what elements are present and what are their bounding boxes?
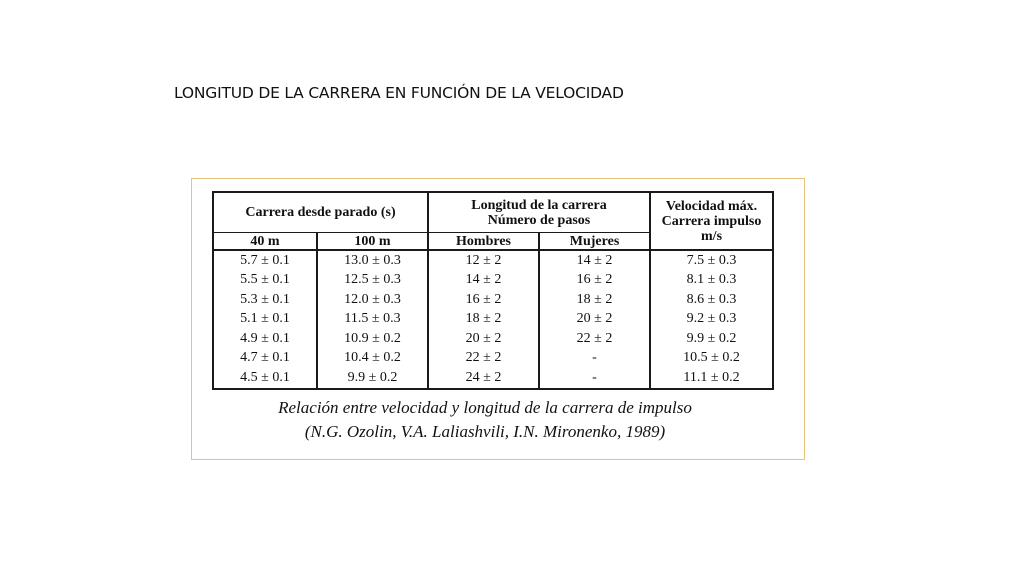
table-row [213, 368, 773, 389]
cell-40m: 4.9 ± 0.1 [213, 329, 317, 349]
header-stride-length-line1: Longitud de la carrera [471, 197, 607, 213]
cell-100m: 12.0 ± 0.3 [317, 290, 428, 310]
header-stride-length-line2: Número de pasos [487, 212, 591, 228]
cell-40m: 5.5 ± 0.1 [213, 271, 317, 291]
table-row [213, 271, 773, 291]
cell-40m: 4.5 ± 0.1 [213, 368, 317, 389]
slide-title: LONGITUD DE LA CARRERA EN FUNCIÓN DE LA VELOCIDAD [174, 84, 624, 102]
cell-speed: 9.2 ± 0.3 [650, 310, 773, 330]
cell-women: 22 ± 2 [539, 329, 650, 349]
subheader-women: Mujeres [539, 233, 650, 251]
cell-40m: 4.7 ± 0.1 [213, 349, 317, 369]
cell-men: 20 ± 2 [428, 329, 539, 349]
table-row [213, 310, 773, 330]
cell-100m: 10.9 ± 0.2 [317, 329, 428, 349]
header-standing-start [213, 192, 428, 233]
header-max-speed-line1: Velocidad máx. [665, 198, 758, 214]
cell-40m: 5.1 ± 0.1 [213, 310, 317, 330]
cell-100m: 11.5 ± 0.3 [317, 310, 428, 330]
cell-men: 22 ± 2 [428, 349, 539, 369]
cell-40m: 5.7 ± 0.1 [213, 250, 317, 271]
scanned-table-figure [191, 178, 805, 460]
figure-caption-line1: Relación entre velocidad y longitud de la carrera de impulso [278, 398, 692, 417]
table-row [213, 329, 773, 349]
cell-40m: 5.3 ± 0.1 [213, 290, 317, 310]
speed-stride-table [212, 191, 774, 390]
cell-speed: 10.5 ± 0.2 [650, 349, 773, 369]
table-row [213, 349, 773, 369]
cell-speed: 11.1 ± 0.2 [650, 368, 773, 389]
cell-100m: 10.4 ± 0.2 [317, 349, 428, 369]
subheader-men: Hombres [428, 233, 539, 251]
cell-speed: 8.6 ± 0.3 [650, 290, 773, 310]
cell-speed: 9.9 ± 0.2 [650, 329, 773, 349]
header-standing-start-label: Carrera desde parado (s) [245, 205, 396, 220]
cell-speed: 8.1 ± 0.3 [650, 271, 773, 291]
cell-100m: 12.5 ± 0.3 [317, 271, 428, 291]
cell-speed: 7.5 ± 0.3 [650, 250, 773, 271]
cell-100m: 13.0 ± 0.3 [317, 250, 428, 271]
cell-women: 18 ± 2 [539, 290, 650, 310]
table-row [213, 250, 773, 271]
cell-men: 14 ± 2 [428, 271, 539, 291]
cell-women: - [539, 368, 650, 389]
cell-women: 14 ± 2 [539, 250, 650, 271]
header-max-speed [650, 192, 773, 250]
cell-men: 18 ± 2 [428, 310, 539, 330]
cell-women: 20 ± 2 [539, 310, 650, 330]
header-stride-length [428, 192, 650, 233]
cell-men: 12 ± 2 [428, 250, 539, 271]
subheader-40m: 40 m [213, 233, 317, 251]
cell-100m: 9.9 ± 0.2 [317, 368, 428, 389]
cell-women: - [539, 349, 650, 369]
cell-women: 16 ± 2 [539, 271, 650, 291]
cell-men: 16 ± 2 [428, 290, 539, 310]
header-max-speed-line3: m/s [701, 228, 723, 244]
figure-caption-line2: (N.G. Ozolin, V.A. Laliashvili, I.N. Mironenko, 1989) [304, 422, 666, 441]
table-row [213, 290, 773, 310]
header-max-speed-line2: Carrera impulso [661, 213, 762, 229]
cell-men: 24 ± 2 [428, 368, 539, 389]
subheader-100m: 100 m [317, 233, 428, 251]
